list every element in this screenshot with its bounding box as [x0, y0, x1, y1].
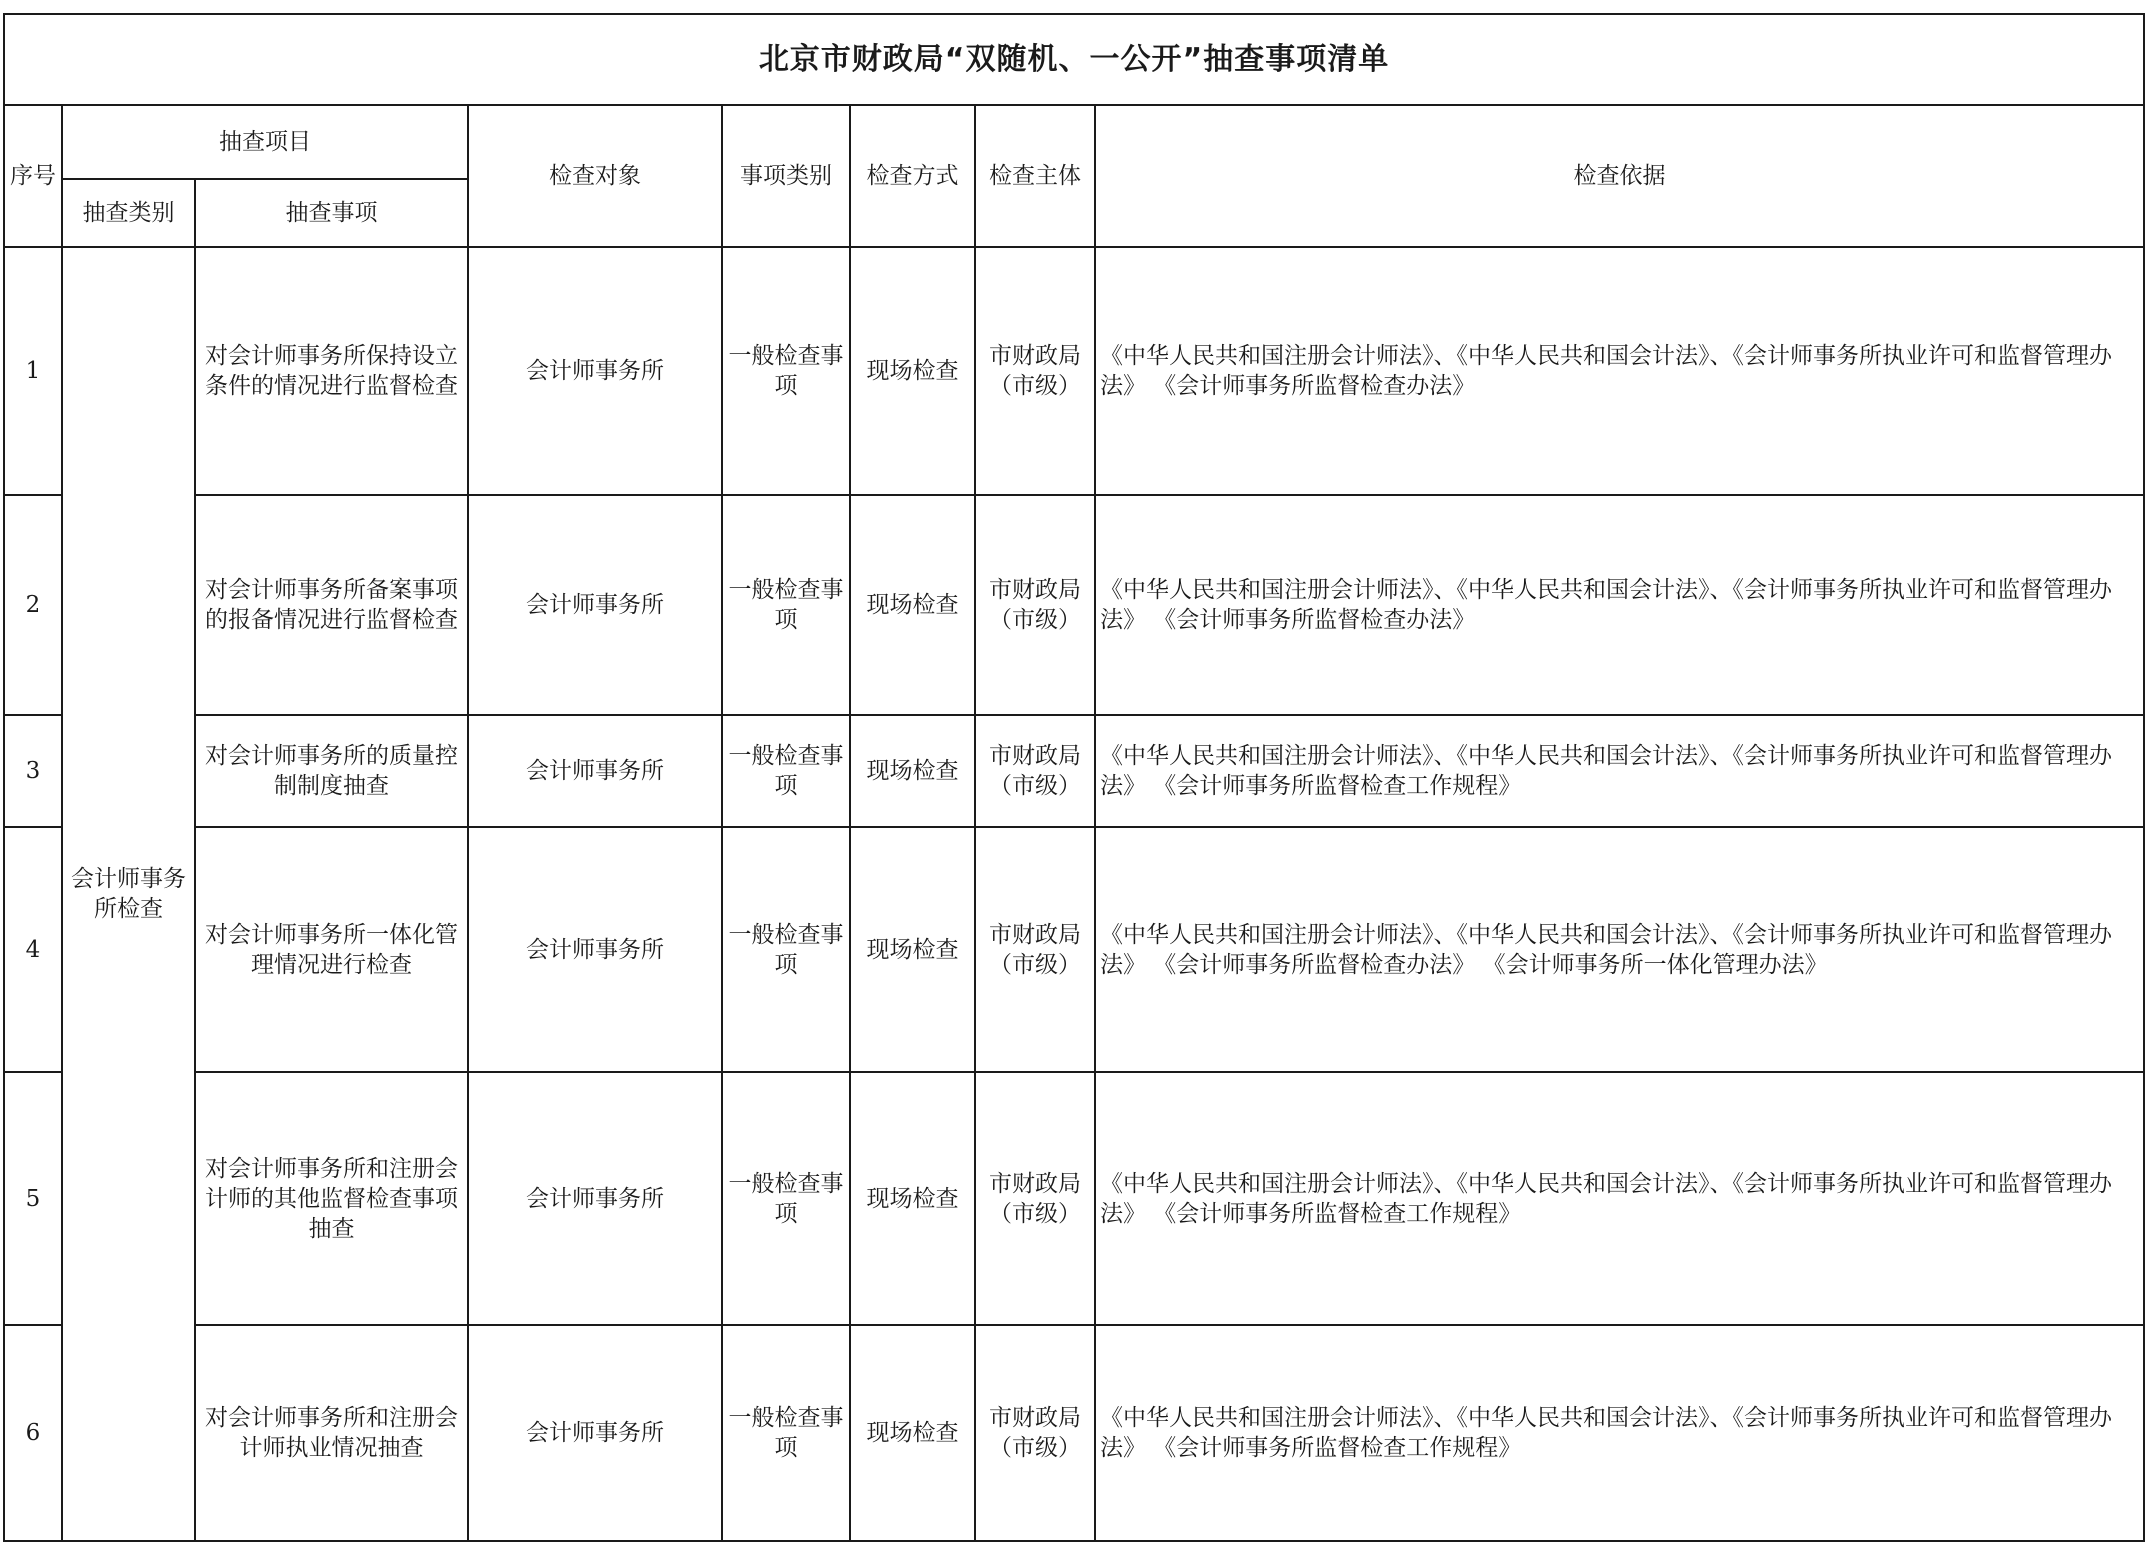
- cell-subject: 市财政局（市级）: [975, 1072, 1095, 1325]
- cell-item-type: 一般检查事项: [722, 827, 850, 1072]
- cell-basis: 《中华人民共和国注册会计师法》、《中华人民共和国会计法》、《会计师事务所执业许可和监督管理办法》 《会计师事务所监督检查工作规程》: [1095, 1072, 2144, 1325]
- cell-target: 会计师事务所: [468, 247, 722, 495]
- cell-subject: 市财政局（市级）: [975, 827, 1095, 1072]
- cell-subject: 市财政局（市级）: [975, 247, 1095, 495]
- cell-method: 现场检查: [850, 247, 975, 495]
- cell-item: 对会计师事务所备案事项的报备情况进行监督检查: [195, 495, 468, 715]
- cell-subject: 市财政局（市级）: [975, 715, 1095, 827]
- cell-item-type: 一般检查事项: [722, 1325, 850, 1541]
- table-row: [4, 1072, 2144, 1325]
- cell-target: 会计师事务所: [468, 715, 722, 827]
- cell-subject: 市财政局（市级）: [975, 1325, 1095, 1541]
- cell-target: 会计师事务所: [468, 1072, 722, 1325]
- table-row: [4, 247, 2144, 495]
- cell-item-type: 一般检查事项: [722, 495, 850, 715]
- cell-item: 对会计师事务所一体化管理情况进行检查: [195, 827, 468, 1072]
- cell-item: 对会计师事务所保持设立条件的情况进行监督检查: [195, 247, 468, 495]
- cell-basis: 《中华人民共和国注册会计师法》、《中华人民共和国会计法》、《会计师事务所执业许可和监督管理办法》 《会计师事务所监督检查办法》: [1095, 247, 2144, 495]
- cell-method: 现场检查: [850, 1072, 975, 1325]
- cell-item: 对会计师事务所和注册会计师执业情况抽查: [195, 1325, 468, 1541]
- table-row: [4, 827, 2144, 1072]
- header-item: 抽查事项: [195, 179, 468, 247]
- inspection-list-table: [3, 13, 2145, 1542]
- cell-target: 会计师事务所: [468, 1325, 722, 1541]
- cell-seq: 2: [4, 495, 62, 715]
- cell-basis: 《中华人民共和国注册会计师法》、《中华人民共和国会计法》、《会计师事务所执业许可和监督管理办法》 《会计师事务所监督检查办法》: [1095, 495, 2144, 715]
- cell-subject: 市财政局（市级）: [975, 495, 1095, 715]
- header-seq: 序号: [4, 105, 62, 247]
- cell-basis: 《中华人民共和国注册会计师法》、《中华人民共和国会计法》、《会计师事务所执业许可和监督管理办法》 《会计师事务所监督检查工作规程》: [1095, 715, 2144, 827]
- table-row: [4, 1325, 2144, 1541]
- cell-item: 对会计师事务所的质量控制制度抽查: [195, 715, 468, 827]
- cell-seq: 5: [4, 1072, 62, 1325]
- cell-target: 会计师事务所: [468, 827, 722, 1072]
- cell-method: 现场检查: [850, 1325, 975, 1541]
- cell-method: 现场检查: [850, 715, 975, 827]
- cell-seq: 6: [4, 1325, 62, 1541]
- header-project-group: 抽查项目: [62, 105, 468, 179]
- table-row: [4, 715, 2144, 827]
- header-item-type: 事项类别: [722, 105, 850, 247]
- table-row: [4, 495, 2144, 715]
- header-subject: 检查主体: [975, 105, 1095, 247]
- cell-seq: 4: [4, 827, 62, 1072]
- cell-item-type: 一般检查事项: [722, 247, 850, 495]
- cell-category: 会计师事务所检查: [62, 247, 195, 1541]
- cell-target: 会计师事务所: [468, 495, 722, 715]
- cell-basis: 《中华人民共和国注册会计师法》、《中华人民共和国会计法》、《会计师事务所执业许可和监督管理办法》 《会计师事务所监督检查办法》 《会计师事务所一体化管理办法》: [1095, 827, 2144, 1072]
- page-title: 北京市财政局“双随机、一公开”抽查事项清单: [4, 14, 2144, 105]
- cell-seq: 3: [4, 715, 62, 827]
- cell-item: 对会计师事务所和注册会计师的其他监督检查事项抽查: [195, 1072, 468, 1325]
- header-method: 检查方式: [850, 105, 975, 247]
- cell-item-type: 一般检查事项: [722, 715, 850, 827]
- cell-method: 现场检查: [850, 495, 975, 715]
- cell-seq: 1: [4, 247, 62, 495]
- header-target: 检查对象: [468, 105, 722, 247]
- header-category: 抽查类别: [62, 179, 195, 247]
- cell-item-type: 一般检查事项: [722, 1072, 850, 1325]
- header-basis: 检查依据: [1095, 105, 2144, 247]
- cell-method: 现场检查: [850, 827, 975, 1072]
- cell-basis: 《中华人民共和国注册会计师法》、《中华人民共和国会计法》、《会计师事务所执业许可和监督管理办法》 《会计师事务所监督检查工作规程》: [1095, 1325, 2144, 1541]
